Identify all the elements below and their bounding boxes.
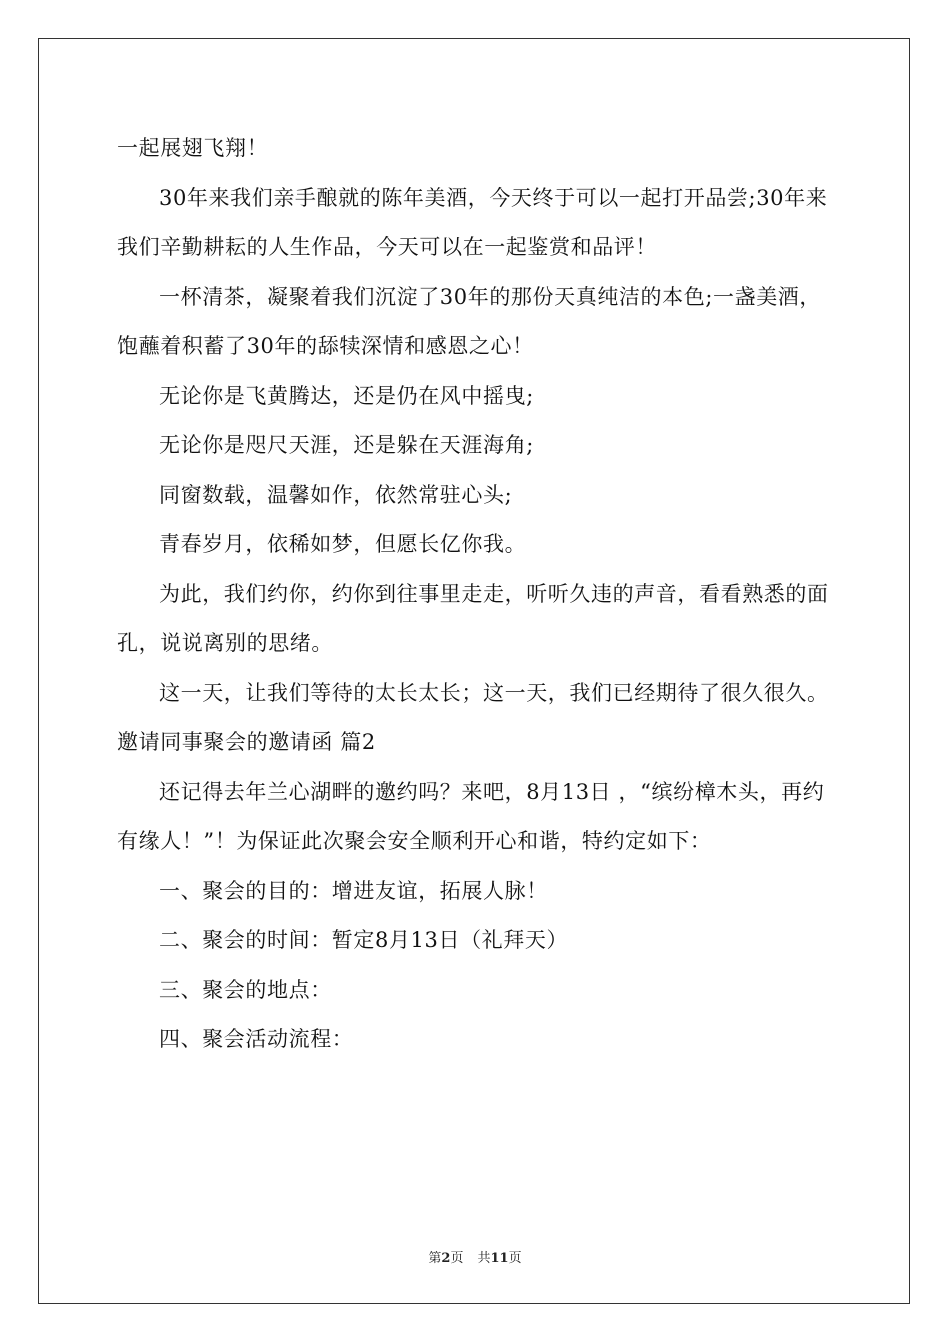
- section-paragraph-2: 一、聚会的目的：增进友谊，拓展人脉！: [159, 878, 548, 903]
- page-suffix: 页: [450, 1251, 464, 1266]
- total-prefix: 共: [477, 1251, 491, 1266]
- total-suffix: 页: [508, 1251, 522, 1266]
- paragraph-3: 一杯清茶，凝聚着我们沉淀了30年的那份天真纯洁的本色;一盏美酒，饱蘸着积蓄了30年的舔犊深情和感恩之心！: [117, 284, 821, 358]
- paragraph-6: 同窗数载，温馨如作，依然常驻心头;: [159, 482, 513, 507]
- section-paragraph-1: 还记得去年兰心湖畔的邀约吗？来吧，8月13日 ，“缤纷樟木头，再约有缘人！”！为保证此次聚会安全顺利开心和谐，特约定如下：: [117, 779, 825, 853]
- paragraph-1: 一起展翅飞翔！: [117, 136, 269, 160]
- document-body: [117, 124, 837, 1065]
- section-paragraph-5: 四、聚会活动流程：: [159, 1027, 354, 1051]
- paragraph-2: 30年来我们亲手酿就的陈年美酒，今天终于可以一起打开品尝;30年来我们辛勤耕耘的人生作品，今天可以在一起鉴赏和品评！: [117, 185, 828, 259]
- paragraph-5: 无论你是咫尺天涯，还是躲在天涯海角;: [159, 433, 534, 457]
- paragraph-8: 为此，我们约你，约你到往事里走走，听听久违的声音，看看熟悉的面孔，说说离别的思绪。: [117, 581, 829, 655]
- page-total: 11: [490, 1251, 509, 1266]
- paragraph-4: 无论你是飞黄腾达，还是仍在风中摇曳;: [159, 383, 534, 408]
- page-prefix: 第: [428, 1251, 442, 1266]
- section-paragraph-3: 二、聚会的时间：暂定8月13日（礼拜天）: [159, 928, 569, 952]
- page-current: 2: [441, 1251, 451, 1266]
- page-footer: [0, 1247, 950, 1266]
- paragraph-9: 这一天，让我们等待的太长太长；这一天，我们已经期待了很久很久。: [159, 680, 829, 705]
- paragraph-7: 青春岁月，依稀如梦，但愿长亿你我。: [159, 532, 527, 556]
- section-heading: 邀请同事聚会的邀请函 篇2: [117, 730, 376, 754]
- section-paragraph-4: 三、聚会的地点：: [159, 977, 332, 1002]
